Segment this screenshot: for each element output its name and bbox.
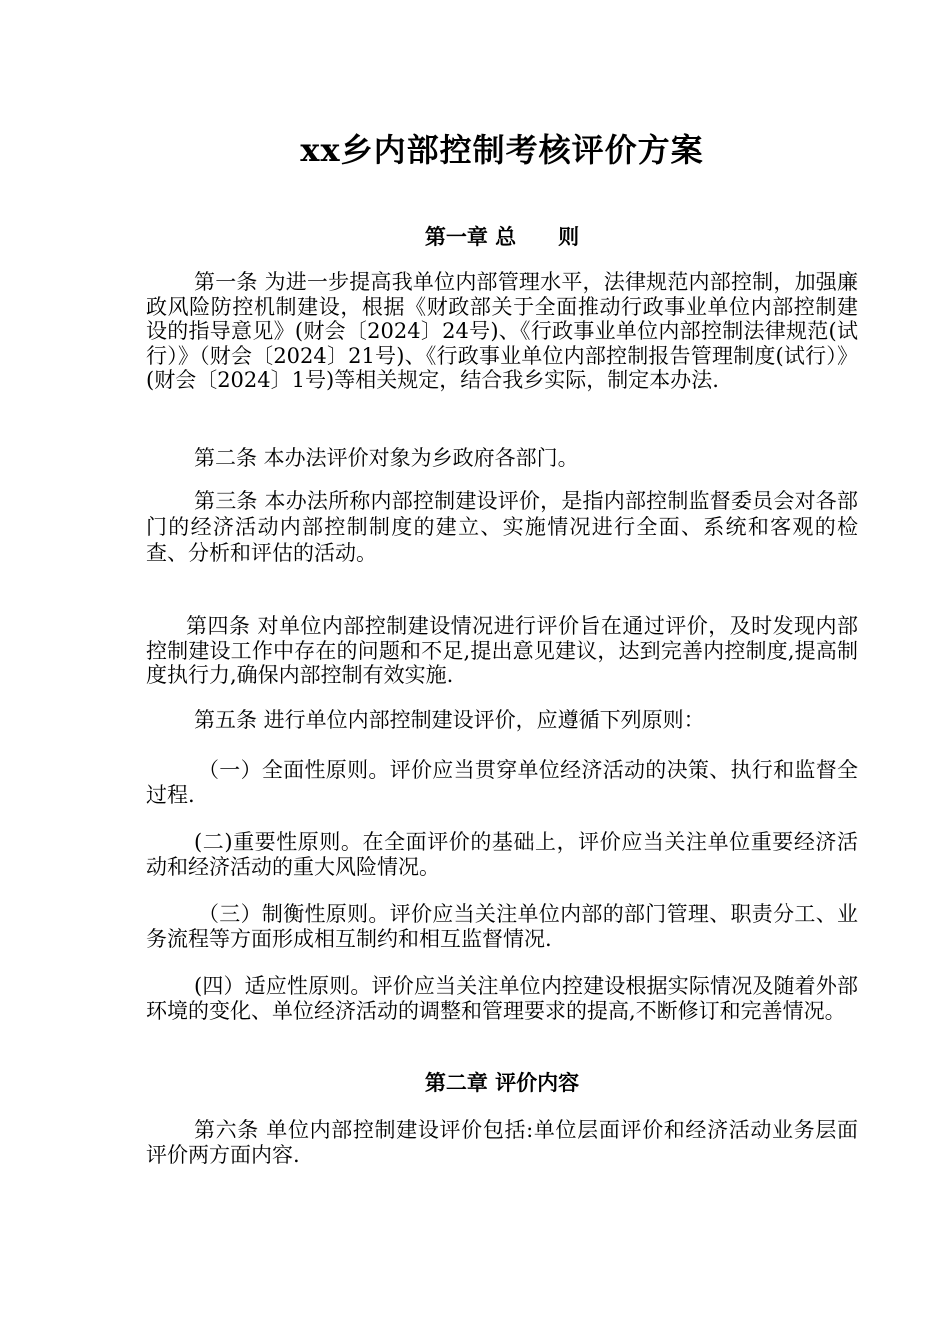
article-3: 第三条 本办法所称内部控制建设评价，是指内部控制监督委员会对各部门的经济活动内部控制制度的建立、实施情况进行全面、系统和客观的检查、分析和评估的活动。 <box>146 489 858 565</box>
principle-1: （一）全面性原则。评价应当贯穿单位经济活动的决策、执行和监督全过程. <box>146 758 858 807</box>
article-2: 第二条 本办法评价对象为乡政府各部门。 <box>194 446 579 470</box>
article-4: 第四条 对单位内部控制建设情况进行评价旨在通过评价，及时发现内部控制建设工作中存在的问题和不足,提出意见建议，达到完善内控制度,提高制度执行力,确保内部控制有效实施. <box>146 614 858 687</box>
chapter-heading-1: 第一章 总 则 <box>424 224 580 249</box>
document-title: xx乡内部控制考核评价方案 <box>300 131 704 169</box>
principle-3: （三）制衡性原则。评价应当关注单位内部的部门管理、职责分工、业务流程等方面形成相互制约和相互监督情况. <box>146 902 858 951</box>
principle-4: (四）适应性原则。评价应当关注单位内控建设根据实际情况及随着外部环境的变化、单位经济活动的调整和管理要求的提高,不断修订和完善情况。 <box>146 974 858 1023</box>
chapter-heading-2: 第二章 评价内容 <box>424 1070 580 1095</box>
article-1: 第一条 为进一步提高我单位内部管理水平，法律规范内部控制，加强廉政风险防控机制建设，根据《财政部关于全面推动行政事业单位内部控制建设的指导意见》(财会〔2024〕24号)、《行政事业单位内部控制法律规范(试行）》（财会〔2024〕21号)、《行政事业单位内部控制报告管理制度(试行）》(财会〔2024〕1号)等相关规定，结合我乡实际，制定本办法. <box>146 270 858 392</box>
article-5: 第五条 进行单位内部控制建设评价，应遵循下列原则： <box>194 708 705 732</box>
article-6: 第六条 单位内部控制建设评价包括:单位层面评价和经济活动业务层面评价两方面内容. <box>146 1118 858 1167</box>
principle-2: (二)重要性原则。在全面评价的基础上，评价应当关注单位重要经济活动和经济活动的重大风险情况。 <box>146 830 858 879</box>
